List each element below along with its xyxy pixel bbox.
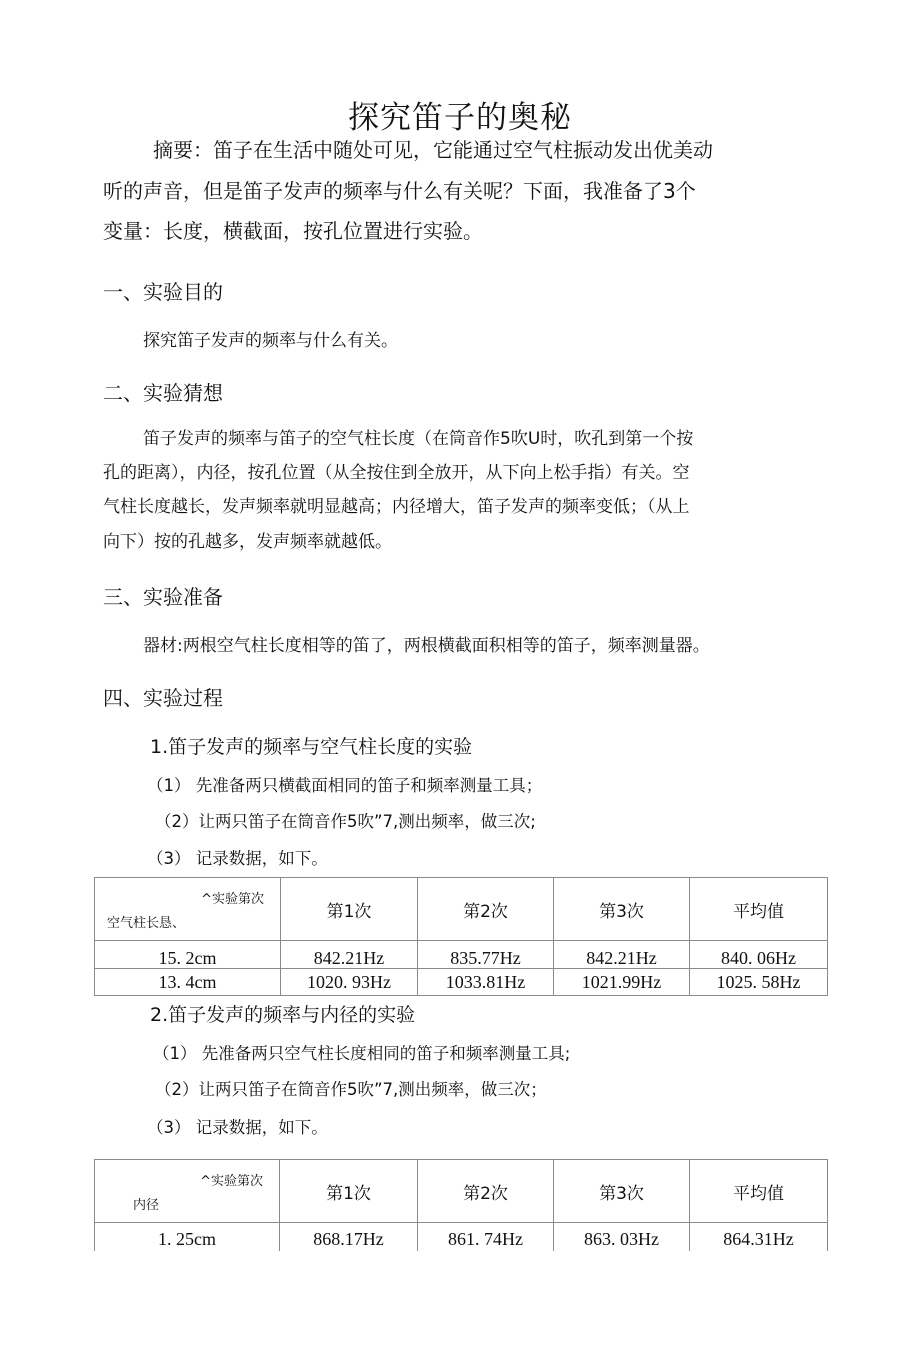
hypothesis-line-4: 向下）按的孔越多，发声频率就越低。 bbox=[103, 532, 392, 552]
column-header: 平均值 bbox=[690, 878, 828, 941]
table-cell: 864.31Hz bbox=[690, 1223, 828, 1263]
page-title: 探究笛子的奥秘 bbox=[348, 100, 572, 136]
table-cell: 840. 06Hz bbox=[690, 941, 828, 969]
section-heading-preparation: 三、实验准备 bbox=[103, 585, 223, 609]
experiment-2-step-2: （2）让两只笛子在筒音作5吹”7,测出频率，做三次； bbox=[155, 1080, 547, 1099]
abstract-line-1: 摘要：笛子在生活中随处可见，它能通过空气柱振动发出优美动 bbox=[153, 138, 713, 162]
table-cell: 868.17Hz bbox=[280, 1223, 418, 1263]
column-header: 第3次 bbox=[554, 1160, 690, 1223]
table-cell: 1021.99Hz bbox=[554, 969, 690, 996]
experiment-2-table bbox=[94, 1159, 828, 1263]
experiment-1-step-1: （1） 先准备两只横截面相同的笛子和频率测量工具； bbox=[147, 776, 543, 795]
table-corner-cell bbox=[95, 878, 281, 941]
hypothesis-line-2: 孔的距离），内径，按孔位置（从全按住到全放开，从下向上松手指）有关。空 bbox=[103, 463, 690, 483]
table-cell: 1033.81Hz bbox=[418, 969, 554, 996]
abstract-line-3: 变量：长度，横截面，按孔位置进行实验。 bbox=[103, 219, 483, 243]
column-header: 平均值 bbox=[690, 1160, 828, 1223]
table-cell: 863. 03Hz bbox=[554, 1223, 690, 1263]
table-cell: 861. 74Hz bbox=[418, 1223, 554, 1263]
table-cell: 842.21Hz bbox=[281, 941, 418, 969]
experiment-1-step-2: （2）让两只笛子在筒音作5吹”7,测出频率，做三次; bbox=[155, 812, 536, 831]
table-cell: 15. 2cm bbox=[95, 941, 281, 969]
section-heading-process: 四、实验过程 bbox=[103, 686, 223, 710]
column-header: 第1次 bbox=[280, 1160, 418, 1223]
column-header: 第2次 bbox=[418, 878, 554, 941]
hypothesis-line-1: 笛子发声的频率与笛子的空气柱长度（在筒音作5吹U时，吹孔到第一个按 bbox=[143, 429, 694, 449]
table-row bbox=[95, 969, 828, 996]
corner-label-trial: ^实验第次 bbox=[201, 892, 264, 907]
column-header: 第3次 bbox=[554, 878, 690, 941]
experiment-2-step-1: （1） 先准备两只空气柱长度相同的笛子和频率测量工具; bbox=[153, 1044, 571, 1063]
experiment-1-step-3: （3） 记录数据，如下。 bbox=[147, 849, 328, 868]
corner-label-air-column: 空气柱长恳、 bbox=[107, 916, 186, 931]
table-row bbox=[95, 941, 828, 969]
table-cell: 1. 25cm bbox=[95, 1223, 280, 1263]
column-header: 第1次 bbox=[281, 878, 418, 941]
corner-label-inner-diameter: 内径 bbox=[133, 1198, 160, 1213]
table-cell: 842.21Hz bbox=[554, 941, 690, 969]
experiment-2-step-3: （3） 记录数据，如下。 bbox=[147, 1118, 328, 1137]
column-header: 第2次 bbox=[418, 1160, 554, 1223]
section-heading-purpose: 一、实验目的 bbox=[103, 280, 223, 304]
corner-label-trial: ^实验第次 bbox=[200, 1174, 263, 1189]
table-cell: 835.77Hz bbox=[418, 941, 554, 969]
page-cutoff bbox=[0, 1251, 920, 1361]
purpose-text: 探究笛子发声的频率与什么有关。 bbox=[143, 331, 398, 351]
experiment-1-title: 1.笛子发声的频率与空气柱长度的实验 bbox=[150, 736, 473, 758]
experiment-2-title: 2.笛子发声的频率与内径的实验 bbox=[150, 1004, 416, 1026]
hypothesis-line-3: 气柱长度越长，发声频率就明显越高；内径增大，笛子发声的频率变低；（从上 bbox=[103, 497, 690, 517]
abstract-line-2: 听的声音，但是笛子发声的频率与什么有关呢？下面，我准备了3个 bbox=[103, 179, 696, 203]
materials-text: 器材:两根空气柱长度相等的笛了，两根横截面积相等的笛子，频率测量器。 bbox=[143, 636, 710, 656]
section-heading-hypothesis: 二、实验猜想 bbox=[103, 381, 223, 405]
experiment-1-table bbox=[94, 877, 828, 996]
table-corner-cell bbox=[95, 1160, 280, 1223]
table-cell: 1020. 93Hz bbox=[281, 969, 418, 996]
table-cell: 13. 4cm bbox=[95, 969, 281, 996]
table-cell: 1025. 58Hz bbox=[690, 969, 828, 996]
